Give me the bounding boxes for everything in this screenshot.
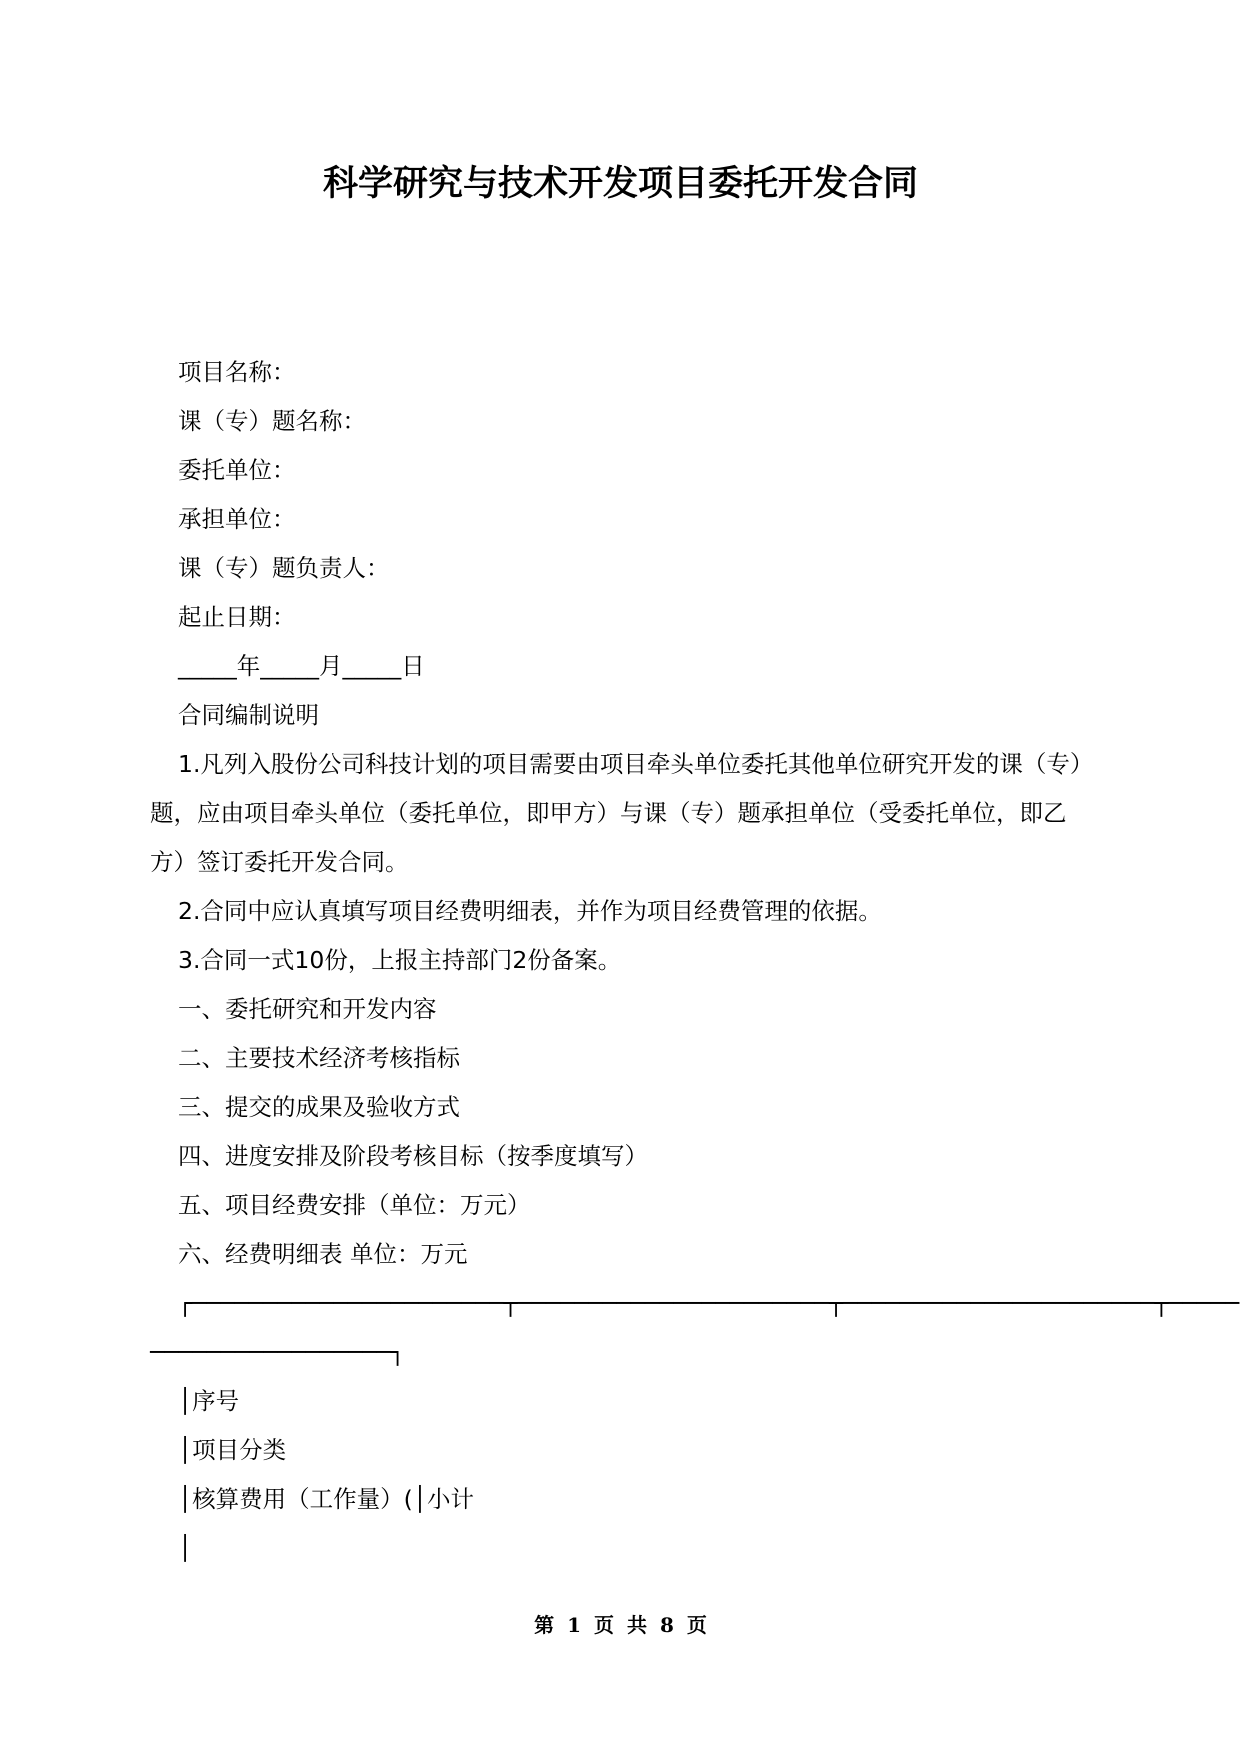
document-body [150, 348, 1240, 1573]
section-1: 一、委托研究和开发内容 [178, 995, 437, 1023]
section-2: 二、主要技术经济考核指标 [178, 1044, 460, 1072]
note-2: 2.合同中应认真填写项目经费明细表，并作为项目经费管理的依据。 [178, 897, 882, 925]
field-contractor-unit: 承担单位： [178, 505, 296, 533]
field-project-name: 项目名称： [178, 358, 296, 386]
field-date-blank: _____年_____月_____日 [178, 652, 425, 680]
page-footer: 第 1 页 共 8 页 [534, 1613, 707, 1637]
table-row-cost: │核算费用（工作量）(│小计 [178, 1485, 474, 1513]
section-4: 四、进度安排及阶段考核目标（按季度填写） [178, 1142, 648, 1170]
section-5: 五、项目经费安排（单位：万元） [178, 1191, 531, 1219]
section-6: 六、经费明细表 单位：万元 [178, 1240, 468, 1268]
field-date-range: 起止日期： [178, 603, 296, 631]
table-rule-bottom: ─────────────────┐ [150, 1338, 405, 1366]
section-3: 三、提交的成果及验收方式 [178, 1093, 460, 1121]
note-3: 3.合同一式10份，上报主持部门2份备案。 [178, 946, 622, 974]
table-rule-top: ┌──────────────────────┬──────────────────────┬──────────────────────┬───── [178, 1289, 1240, 1317]
table-row-empty: │ [178, 1534, 193, 1562]
field-topic-lead: 课（专）题负责人： [178, 554, 390, 582]
table-row-index: │序号 [178, 1387, 240, 1415]
field-client-unit: 委托单位： [178, 456, 296, 484]
table-row-category: │项目分类 [178, 1436, 287, 1464]
note-1: 1.凡列入股份公司科技计划的项目需要由项目牵头单位委托其他单位研究开发的课（专）题，应由项目牵头单位（委托单位，即甲方）与课（专）题承担单位（受委托单位，即乙方）签订委托开发合同。 [150, 750, 1082, 876]
document-title: 科学研究与技术开发项目委托开发合同 [322, 164, 918, 204]
contract-notes-heading: 合同编制说明 [178, 701, 319, 729]
field-topic-name: 课（专）题名称： [178, 407, 366, 435]
